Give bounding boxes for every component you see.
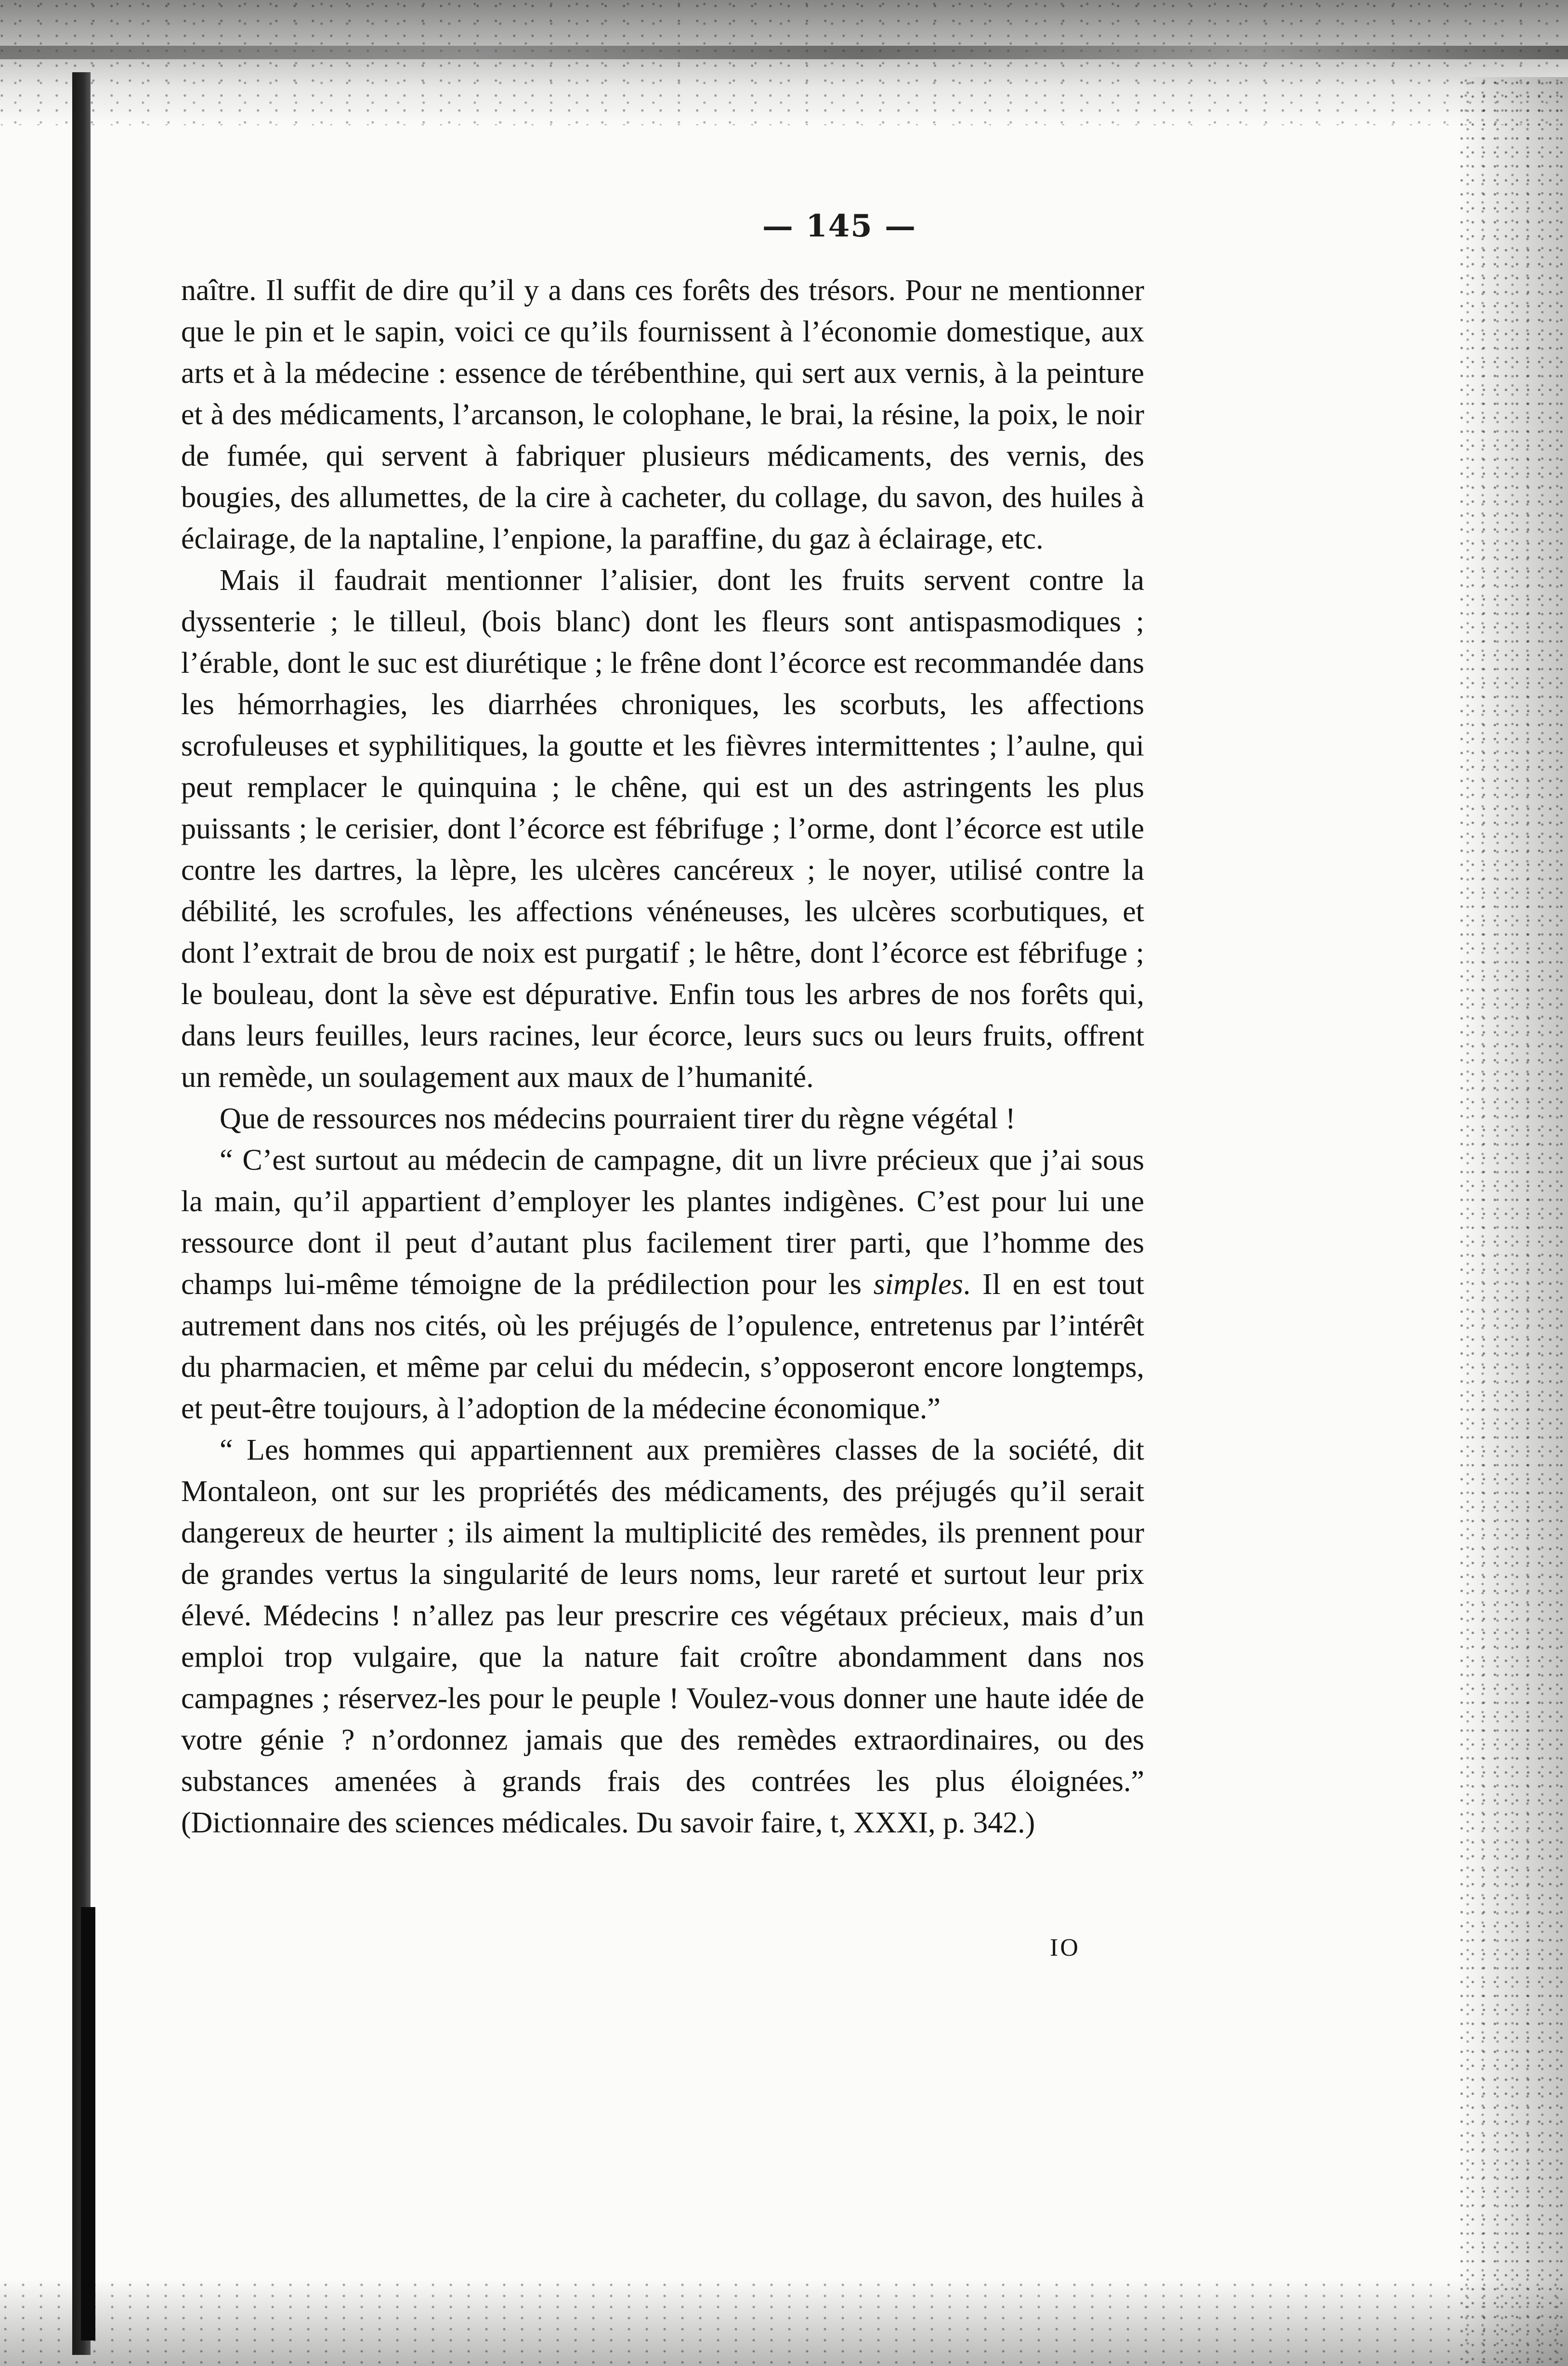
binding-shadow-dark bbox=[81, 1907, 95, 2340]
paragraph: Mais il faudrait mentionner l’alisier, dont les fruits servent contre la dyssenterie ; le tilleul, (bois blanc) dont les fleurs sont antispasmodiques ; l’érable, dont le suc est diurétique ; le frêne dont l’écorce est recommandée dans les hémorrhagies, les diarrhées chroniques, les scorbuts, les affections scrofuleuses et syphilitiques, la goutte et les fièvres intermittentes ; l’aulne, qui peut remplacer le quinquina ; le chêne, qui est un des astringents les plus puissants ; le cerisier, dont l’écorce est fébrifuge ; l’orme, dont l’écorce est utile contre les dartres, la lèpre, les ulcères cancéreux ; le noyer, utilisé contre la débilité, les scrofules, les affections vénéneuses, les ulcères scorbutiques, et dont l’extrait de brou de noix est purgatif ; le hêtre, dont l’écorce est fébrifuge ; le bouleau, dont la sève est dépurative. Enfin tous les arbres de nos forêts qui, dans leurs feuilles, leurs racines, leur écorce, leurs sucs ou leurs fruits, offrent un remède, un soulagement aux maux de l’humanité. bbox=[181, 564, 1144, 1094]
scan-noise-top bbox=[0, 0, 1568, 125]
emphasis: simples bbox=[873, 1268, 963, 1301]
paragraph: “ Les hommes qui appartiennent aux premières classes de la société, dit Montaleon, ont sur les propriétés des médicaments, des préjugés qu’il serait dangereux de heurter ; ils aiment la multiplicité des remèdes, ils prennent pour de grandes vertus la singularité de leurs noms, leur rareté et surtout leur prix élevé. Médecins ! n’allez pas leur prescrire ces végétaux précieux, mais d’un emploi trop vulgaire, que la nature fait croître abondamment dans nos campagnes ; réservez-les pour le peuple ! Voulez-vous donner une haute idée de votre génie ? n’ordonnez jamais que des remèdes extraordinaires, ou des substances amenées à grands frais des contrées les plus éloignées.” (Dictionnaire des sciences médicales. Du savoir faire, t, XXXI, p. 342.) bbox=[181, 1434, 1144, 1839]
page-number: — 145 — bbox=[762, 208, 917, 244]
scan-noise-right bbox=[1457, 77, 1568, 2366]
body-text bbox=[181, 270, 1144, 1843]
signature-mark: IO bbox=[1050, 1934, 1080, 1961]
scan-noise-bottom bbox=[0, 2279, 1568, 2366]
paragraph: Que de ressources nos médecins pourraient tirer du règne végétal ! bbox=[220, 1102, 1016, 1135]
paragraph: naître. Il suffit de dire qu’il y a dans ces forêts des trésors. Pour ne mentionner que le pin et le sapin, voici ce qu’ils fournissent à l’économie domestique, aux arts et à la médecine : essence de térébenthine, qui sert aux vernis, à la peinture et à des médicaments, l’arcanson, le colophane, le brai, la résine, la poix, le noir de fumée, qui servent à fabriquer plusieurs médicaments, des vernis, des bougies, des allumettes, de la cire à cacheter, du collage, du savon, des huiles à éclairage, de la naptaline, l’enpione, la paraffine, du gaz à éclairage, etc. bbox=[181, 274, 1144, 555]
scan-edge-top bbox=[0, 46, 1568, 59]
paragraph: “ C’est surtout au médecin de campagne, dit un livre précieux que j’ai sous la main, qu’il appartient d’employer les plantes indigènes. C’est pour lui une ressource dont il peut d’autant plus facilement tirer parti, que l’homme des champs lui-même témoigne de la prédilection pour les simples. Il en est tout autrement dans nos cités, où les préjugés de l’opulence, entretenus par l’intérêt du pharmacien, et même par celui du médecin, s’opposeront encore longtemps, et peut-être toujours, à l’adoption de la médecine économique.” bbox=[181, 1144, 1145, 1425]
page-number-header bbox=[0, 208, 1568, 244]
